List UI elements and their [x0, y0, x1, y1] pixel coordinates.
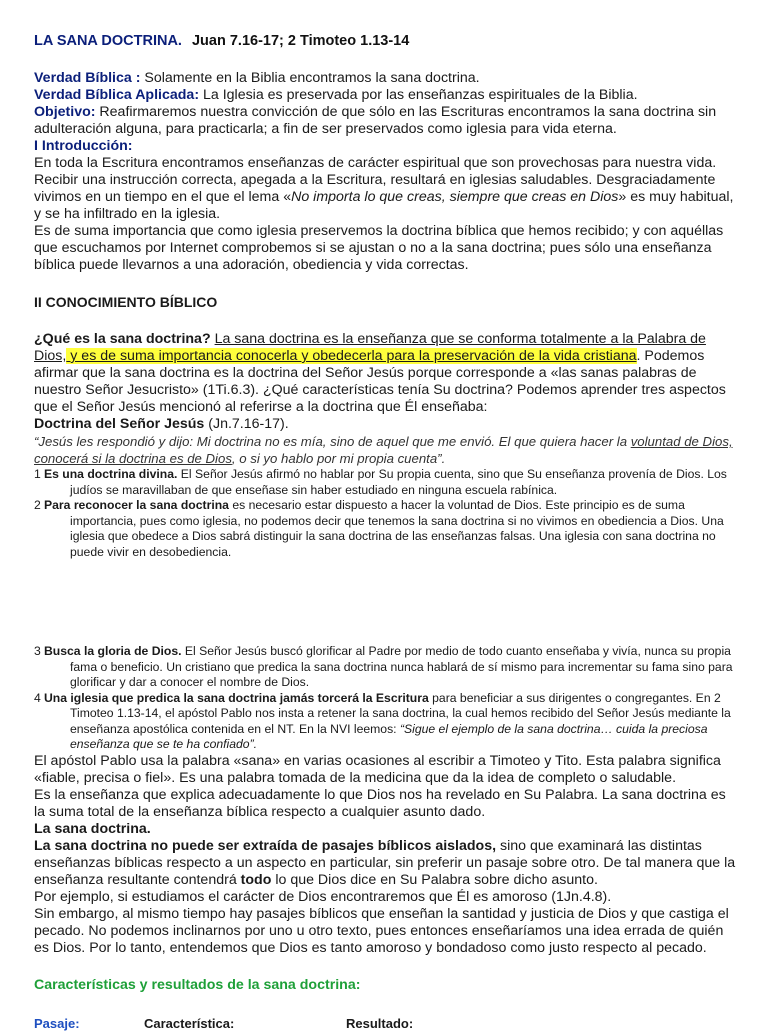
closing-paragraph-4: La sana doctrina no puede ser extraída de pasajes bíblicos aislados, sino que examinará las distintas enseñanzas bíblicas respecto a un aspecto en particular, sin preferir un pasaje sobre otro. De tal manera que la enseñanza resultante contendrá todo lo que Dios dice en Su Palabra sobre dicho asunto. — [34, 837, 736, 888]
document-page — [34, 33, 738, 1032]
intro-paragraph-1: En toda la Escritura encontramos enseñanzas de carácter espiritual que son provechosas para nuestra vida. Recibir una instrucción correcta, apegada a la Escritura, resultará en iglesias saludables. Desgraciadamente vivimos en un tiempo en el que el lema «No importa lo que creas, siempre que creas en Dios» es muy habitual, y se ha infiltrado en la iglesia. — [34, 155, 734, 222]
list-item: 2 Para reconocer la sana doctrina es necesario estar dispuesto a hacer la voluntad de Dios. Este principio es de suma importancia, pues como iglesia, no podemos decir que tenemos la sana doctrina si no vivimos en obediencia a Dios. Una iglesia que obedece a Dios sabrá distinguir la sana doctrina de las enseñanzas falsas. Una iglesia con sana doctrina no puede vivir en desobediencia. — [34, 498, 724, 559]
scripture-quote: “Jesús les respondió y dijo: Mi doctrina no es mía, sino de aquel que me envió. El que quiera hacer la voluntad de Dios, conocerá si la doctrina es de Dios, o si yo hablo por mi propia cuenta”. — [34, 434, 733, 466]
verdad-aplicada: Verdad Bíblica Aplicada: La Iglesia es preservada por las enseñanzas espirituales de la Biblia. — [34, 87, 638, 103]
intro-paragraph-2: Es de suma importancia que como iglesia preservemos la doctrina bíblica que hemos recibido; y con aquéllas que escuchamos por Internet comprobemos si se ajustan o no a la sana doctrina; pues sólo una enseñanza bíblica puede llevarnos a una adoración, obediencia y vida correctas. — [34, 223, 724, 273]
closing-subheading: La sana doctrina. — [34, 820, 151, 837]
table-header-pasaje: Pasaje: — [34, 1015, 80, 1031]
objetivo: Objetivo: Reafirmaremos nuestra convicción de que sólo en las Escrituras encontramos la sana doctrina sin adulteración alguna, para practicarla; a fin de ser preservados como iglesia para vida eterna. — [34, 104, 717, 137]
table-header-caracteristica: Característica: — [144, 1015, 235, 1031]
section-heading-conocimiento: II CONOCIMIENTO BÍBLICO — [34, 294, 218, 310]
table-header-resultado: Resultado: — [346, 1015, 414, 1031]
title-references: Juan 7.16-17; 2 Timoteo 1.13-14 — [191, 33, 410, 49]
doctrina-del-senor: Doctrina del Señor Jesús (Jn.7.16-17). — [34, 416, 289, 432]
document-title — [34, 33, 738, 50]
blank-space — [34, 560, 738, 644]
verdad-biblica: Verdad Bíblica : Solamente en la Biblia encontramos la sana doctrina. — [34, 70, 480, 86]
closing-paragraph-2: Es la enseñanza que explica adecuadamente lo que Dios nos ha revelado en Su Palabra. La sana doctrina es la suma total de la enseñanza bíblica respecto a cualquier asunto dado. — [34, 786, 726, 820]
characteristics-heading: Características y resultados de la sana doctrina: — [34, 976, 361, 993]
closing-paragraph-1: El apóstol Pablo usa la palabra «sana» en varias ocasiones al escribir a Timoteo y Tito. Esta palabra significa «fiable, precisa o fiel». Es una palabra tomada de la medicina que da la idea de completo o saludable. — [34, 752, 721, 786]
que-es-sana-doctrina: ¿Qué es la sana doctrina? La sana doctrina es la enseñanza que se conforma totalmente a la Palabra de Dios, y es de suma importancia conocerla y obedecerla para la preservación de la vida cristiana. Podemos afirmar que la sana doctrina es la doctrina del Señor Jesús porque corresponde a «las sanas palabras de nuestro Señor Jesucristo» (1Ti.6.3). ¿Qué características tenía Su doctrina? Podemos aprender tres aspectos que el Señor Jesús mencionó al referirse a la doctrina que Él enseñaba: — [34, 331, 726, 415]
introduccion-heading: I Introducción: — [34, 138, 133, 154]
title-text: LA SANA DOCTRINA. — [34, 33, 182, 49]
closing-paragraph-5: Por ejemplo, si estudiamos el carácter de Dios encontraremos que Él es amoroso (1Jn.4.8). — [34, 888, 612, 905]
list-item: 1 Es una doctrina divina. El Señor Jesús afirmó no hablar por Su propia cuenta, sino que Su enseñanza provenía de Dios. Los judíos se maravillaban de que enseñase sin haber estudiado en ninguna escuela rabínica. — [34, 467, 727, 497]
highlighted-text: y es de suma importancia conocerla y obedecerla para la preservación de la vida cristiana — [66, 348, 637, 364]
closing-paragraph-6: Sin embargo, al mismo tiempo hay pasajes bíblicos que enseñan la santidad y justicia de Dios y que castiga el pecado. No podemos inclinarnos por uno u otro texto, pues entonces enseñaríamos una idea errada de quién es Dios. Por lo tanto, entendemos que Dios es tanto amoroso y bondadoso como justo respecto al pecado. — [34, 905, 729, 956]
list-item: 3 Busca la gloria de Dios. El Señor Jesús buscó glorificar al Padre por medio de todo cuanto enseñaba y vivía, nunca su propia fama o beneficio. Un cristiano que predica la sana doctrina nunca hablará de sí mismo para incrementar su fama sino para glorificar y dar a conocer el nombre de Dios. — [34, 644, 733, 689]
list-item: 4 Una iglesia que predica la sana doctrina jamás torcerá la Escritura para beneficiar a sus dirigentes o congregantes. En 2 Timoteo 1.13-14, el apóstol Pablo nos insta a retener la sana doctrina, la cual hemos recibido del Señor Jesús mediante la enseñanza apostólica contenida en el NT. En la NVI leemos: “Sigue el ejemplo de la sana doctrina… cuida la preciosa enseñanza que se te ha confiado”. — [34, 690, 731, 751]
